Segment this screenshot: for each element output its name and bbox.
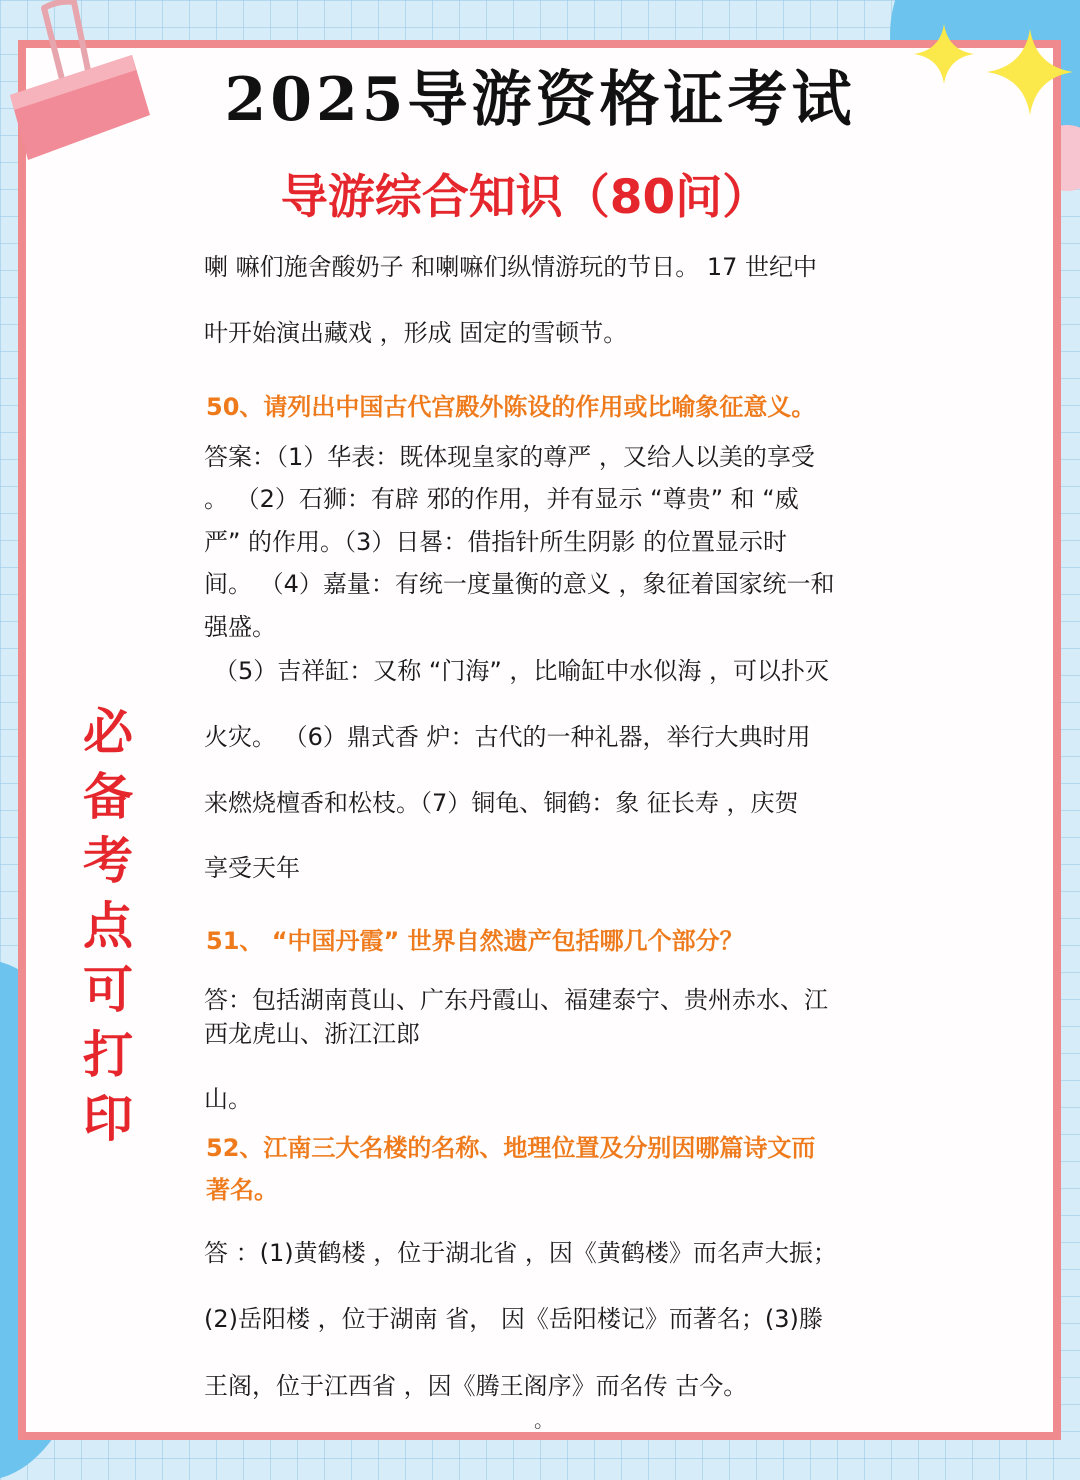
- question-51-title: 51、 “中国丹霞” 世界自然遗产包括哪几个部分？: [206, 927, 744, 955]
- answer-line: 来燃烧檀香和松枝。（7）铜龟、铜鹤：象 征长寿 ，庆贺: [204, 789, 799, 817]
- side-label-char: 印: [83, 1089, 133, 1148]
- question-52-title: 著名。: [206, 1176, 278, 1204]
- answer-line: 山。: [204, 1085, 252, 1113]
- side-label-char: 可: [83, 960, 133, 1019]
- question-50-title: 50、请列出中国古代宫殿外陈设的作用或比喻象征意义。: [206, 393, 816, 421]
- page-subtitle: 导游综合知识（80问）: [280, 170, 770, 225]
- trailing-mark: 。: [534, 1408, 554, 1432]
- side-label-char: 打: [83, 1024, 133, 1084]
- question-52-title: 52、江南三大名楼的名称、地理位置及分别因哪篇诗文而: [206, 1134, 816, 1162]
- answer-line: 强盛。: [204, 613, 276, 641]
- side-label: [78, 700, 138, 1152]
- side-label-char: 备: [83, 766, 133, 826]
- answer-line: 火灾。 （6）鼎式香 炉：古代的一种礼器，举行大典时用: [204, 723, 811, 751]
- answer-line: 严” 的作用。（3）日晷：借指针所生阴影 的位置显示时: [204, 528, 787, 556]
- intro-line: 喇 嘛们施舍酸奶子 和喇嘛们纵情游玩的节日。 17 世纪中: [204, 253, 818, 281]
- answer-line: 答案：（1）华表：既体现皇家的尊严 ，又给人以美的享受: [204, 443, 815, 471]
- answer-line: 。 （2）石狮：有辟 邪的作用，并有显示 “尊贵” 和 “威: [204, 485, 799, 513]
- answer-line: 间。 （4）嘉量：有统一度量衡的意义 ，象征着国家统一和: [204, 570, 835, 598]
- answer-line: 答 ：(1)黄鹤楼 ，位于湖北省 ，因《黄鹤楼》而名声大振；: [204, 1239, 837, 1267]
- answer-line: (2)岳阳楼 ，位于湖南 省， 因《岳阳楼记》而著名；(3)滕: [204, 1305, 823, 1333]
- page-title: 2025导游资格证考试: [224, 65, 856, 135]
- answer-line: 答：包括湖南莨山、广东丹霞山、福建泰宁、贵州赤水、江: [204, 986, 828, 1014]
- answer-line: 享受天年: [204, 854, 300, 882]
- answer-line: 西龙虎山、浙江江郎: [204, 1020, 420, 1048]
- side-label-char: 必: [83, 702, 133, 761]
- intro-line: 叶开始演出藏戏 ，形成 固定的雪顿节。: [204, 319, 628, 347]
- side-label-char: 考: [83, 831, 133, 890]
- answer-line: （5）吉祥缸：又称 “门海” ，比喻缸中水似海 ，可以扑灭: [214, 657, 830, 685]
- side-label-char: 点: [83, 895, 133, 955]
- answer-line: 王阁，位于江西省 ，因《腾王阁序》而名传 古今。: [204, 1372, 748, 1400]
